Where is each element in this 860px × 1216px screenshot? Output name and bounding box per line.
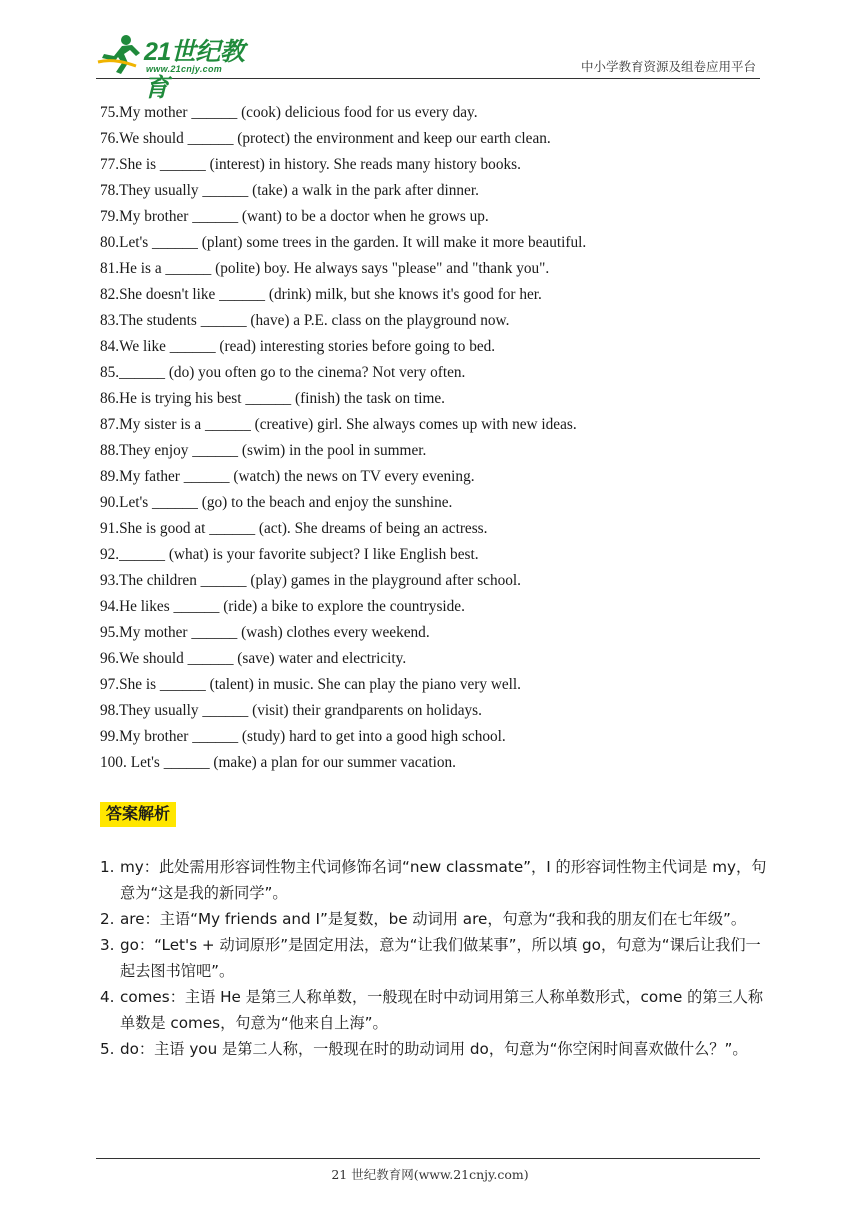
exercise-number: 94. bbox=[100, 598, 120, 615]
exercise-number: 82. bbox=[100, 286, 120, 303]
exercise-item bbox=[100, 466, 760, 492]
exercise-text: Let's ______ (go) to the beach and enjoy the sunshine. bbox=[119, 494, 453, 511]
answer-number: 1. bbox=[100, 858, 115, 876]
exercise-item bbox=[100, 388, 760, 414]
header-platform-name: 中小学教育资源及组卷应用平台 bbox=[580, 59, 756, 74]
exercise-text: He is trying his best ______ (finish) the task on time. bbox=[119, 390, 445, 407]
exercise-text: They usually ______ (take) a walk in the park after dinner. bbox=[119, 182, 479, 199]
exercise-number: 88. bbox=[100, 442, 120, 459]
exercise-number: 98. bbox=[100, 702, 120, 719]
exercise-text: My brother ______ (want) to be a doctor when he grows up. bbox=[119, 208, 489, 225]
exercise-text: My sister is a ______ (creative) girl. She always comes up with new ideas. bbox=[119, 416, 577, 433]
exercise-item bbox=[100, 544, 760, 570]
answer-item bbox=[100, 984, 768, 1036]
exercise-item bbox=[100, 492, 760, 518]
answer-number: 4. bbox=[100, 988, 115, 1006]
answer-text: go：“Let's + 动词原形”是固定用法，意为“让我们做某事”，所以填 go，句意为“课后让我们一起去图书馆吧”。 bbox=[120, 936, 761, 980]
exercise-number: 79. bbox=[100, 208, 120, 225]
exercise-text: She is good at ______ (act). She dreams of being an actress. bbox=[119, 520, 488, 537]
exercise-text: My mother ______ (wash) clothes every weekend. bbox=[119, 624, 430, 641]
exercise-number: 89. bbox=[100, 468, 120, 485]
exercise-number: 92. bbox=[100, 546, 120, 563]
exercise-text: The students ______ (have) a P.E. class on the playground now. bbox=[119, 312, 510, 329]
exercise-text: She doesn't like ______ (drink) milk, but she knows it's good for her. bbox=[119, 286, 542, 303]
logo-url: www.21cnjy.com bbox=[146, 64, 223, 74]
exercise-number: 85. bbox=[100, 364, 120, 381]
answer-text: are：主语“My friends and I”是复数，be 动词用 are，句意为“我和我的朋友们在七年级”。 bbox=[120, 910, 747, 928]
exercise-item bbox=[100, 726, 760, 752]
exercise-item bbox=[100, 284, 760, 310]
exercise-number: 95. bbox=[100, 624, 120, 641]
exercise-number: 100. bbox=[100, 754, 127, 771]
exercise-item bbox=[100, 414, 760, 440]
exercise-item bbox=[100, 648, 760, 674]
exercise-text: She is ______ (interest) in history. She reads many history books. bbox=[119, 156, 521, 173]
exercise-text: We like ______ (read) interesting stories before going to bed. bbox=[119, 338, 496, 355]
exercise-text: My mother ______ (cook) delicious food for us every day. bbox=[119, 104, 478, 121]
exercise-item bbox=[100, 336, 760, 362]
page-header bbox=[96, 30, 760, 102]
runner-logo-icon bbox=[96, 32, 144, 76]
footer-divider bbox=[96, 1158, 760, 1159]
exercise-item bbox=[100, 180, 760, 206]
exercise-text: We should ______ (protect) the environment and keep our earth clean. bbox=[119, 130, 551, 147]
answer-item bbox=[100, 1036, 768, 1062]
exercise-number: 75. bbox=[100, 104, 120, 121]
exercise-number: 83. bbox=[100, 312, 120, 329]
exercise-number: 97. bbox=[100, 676, 120, 693]
exercise-number: 90. bbox=[100, 494, 120, 511]
answer-text: my：此处需用形容词性物主代词修饰名词“new classmate”，I 的形容词性物主代词是 my，句意为“这是我的新同学”。 bbox=[120, 858, 767, 902]
exercise-item bbox=[100, 622, 760, 648]
exercise-item bbox=[100, 102, 760, 128]
exercise-text: He likes ______ (ride) a bike to explore the countryside. bbox=[119, 598, 465, 615]
exercise-item bbox=[100, 440, 760, 466]
page-footer: 21 世纪教育网(www.21cnjy.com) bbox=[331, 1167, 529, 1182]
answer-number: 2. bbox=[100, 910, 115, 928]
exercise-number: 77. bbox=[100, 156, 120, 173]
exercise-number: 91. bbox=[100, 520, 120, 537]
exercise-item bbox=[100, 700, 760, 726]
exercise-item bbox=[100, 206, 760, 232]
exercise-number: 93. bbox=[100, 572, 120, 589]
answer-list bbox=[100, 854, 768, 1062]
answer-item bbox=[100, 906, 768, 932]
exercise-text: ______ (what) is your favorite subject? I like English best. bbox=[119, 546, 479, 563]
answer-item bbox=[100, 854, 768, 906]
exercise-item bbox=[100, 570, 760, 596]
exercise-number: 96. bbox=[100, 650, 120, 667]
exercise-item bbox=[100, 310, 760, 336]
exercise-number: 78. bbox=[100, 182, 120, 199]
exercise-text: ______ (do) you often go to the cinema? Not very often. bbox=[119, 364, 466, 381]
exercise-text: He is a ______ (polite) boy. He always says "please" and "thank you". bbox=[119, 260, 550, 277]
exercise-item bbox=[100, 362, 760, 388]
exercise-number: 81. bbox=[100, 260, 120, 277]
answer-item bbox=[100, 932, 768, 984]
answer-number: 3. bbox=[100, 936, 115, 954]
exercise-number: 80. bbox=[100, 234, 120, 251]
exercise-text: Let's ______ (make) a plan for our summer vacation. bbox=[130, 754, 456, 771]
exercise-item bbox=[100, 232, 760, 258]
exercise-item bbox=[100, 674, 760, 700]
answer-text: comes：主语 He 是第三人称单数，一般现在时中动词用第三人称单数形式，come 的第三人称单数是 comes，句意为“他来自上海”。 bbox=[120, 988, 764, 1032]
exercise-number: 86. bbox=[100, 390, 120, 407]
exercise-item bbox=[100, 596, 760, 622]
exercise-number: 87. bbox=[100, 416, 120, 433]
exercise-text: They usually ______ (visit) their grandparents on holidays. bbox=[119, 702, 482, 719]
exercise-text: We should ______ (save) water and electricity. bbox=[119, 650, 407, 667]
answer-section-title: 答案解析 bbox=[100, 802, 176, 827]
exercise-text: The children ______ (play) games in the playground after school. bbox=[119, 572, 521, 589]
logo-text: 21世纪教育 bbox=[144, 38, 245, 102]
exercise-text: My father ______ (watch) the news on TV every evening. bbox=[119, 468, 475, 485]
answer-text: do：主语 you 是第二人称，一般现在时的助动词用 do，句意为“你空闲时间喜欢做什么？”。 bbox=[120, 1040, 748, 1058]
exercise-number: 84. bbox=[100, 338, 120, 355]
exercise-item bbox=[100, 258, 760, 284]
answer-number: 5. bbox=[100, 1040, 115, 1058]
exercise-item bbox=[100, 154, 760, 180]
logo bbox=[96, 32, 266, 102]
exercise-number: 76. bbox=[100, 130, 120, 147]
exercise-number: 99. bbox=[100, 728, 120, 745]
exercise-list bbox=[100, 102, 760, 778]
exercise-item bbox=[100, 518, 760, 544]
exercise-text: She is ______ (talent) in music. She can play the piano very well. bbox=[119, 676, 522, 693]
exercise-text: Let's ______ (plant) some trees in the garden. It will make it more beautiful. bbox=[119, 234, 587, 251]
exercise-text: My brother ______ (study) hard to get into a good high school. bbox=[119, 728, 506, 745]
exercise-item bbox=[100, 128, 760, 154]
exercise-item bbox=[100, 752, 760, 778]
exercise-text: They enjoy ______ (swim) in the pool in summer. bbox=[119, 442, 427, 459]
